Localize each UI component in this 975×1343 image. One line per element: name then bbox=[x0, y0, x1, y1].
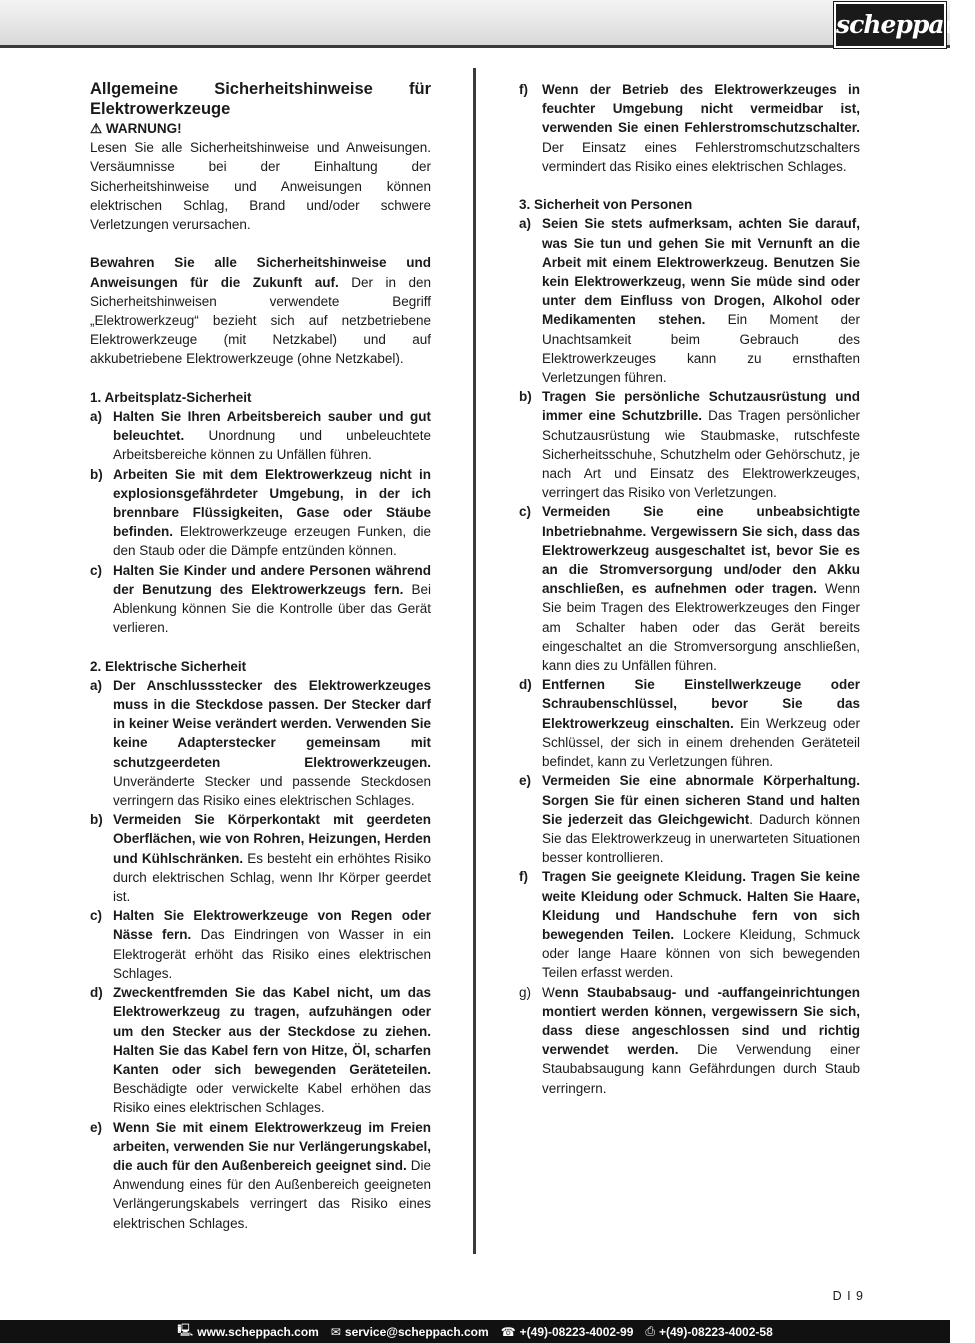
item-text: Das Tragen persönlicher Schutzausrüstung wie Staubmaske, rutschfeste Sicherheitsschuhe, Schutzhelm oder Gehörschutz, je nach Art und Einsatz des Elektrowerkzeuges, verringert das Risiko von Verletzungen. bbox=[542, 408, 860, 501]
item-marker: e) bbox=[519, 773, 532, 789]
item-marker: a) bbox=[90, 409, 103, 425]
section-heading: 1. Arbeitsplatz-Sicherheit bbox=[90, 389, 252, 405]
item-text: Die Anwendung eines für den Außenbereich geeigneten Verlängerungskabels verringert das Risiko eines elektrischen Schlages. bbox=[113, 1157, 432, 1231]
item-lead-letter: W bbox=[542, 984, 555, 1000]
item-text: Unveränderte Stecker und passende Steckdosen verringern das Risiko eines elektrischen Schlages. bbox=[113, 773, 431, 809]
list-item bbox=[90, 983, 431, 1117]
item-marker: c) bbox=[519, 504, 532, 520]
item-marker: b) bbox=[90, 466, 103, 482]
list-item bbox=[519, 387, 860, 502]
list-item bbox=[90, 465, 431, 561]
item-marker: b) bbox=[90, 812, 103, 828]
list-item bbox=[90, 906, 431, 983]
scheppach-logo: scheppach bbox=[834, 2, 946, 48]
keep-instructions bbox=[90, 253, 431, 368]
list-item bbox=[519, 867, 860, 982]
column-divider bbox=[473, 68, 476, 1254]
item-marker: c) bbox=[90, 908, 103, 924]
list-item bbox=[90, 1118, 431, 1233]
computer-icon: 🖳 bbox=[177, 1323, 194, 1337]
intro-paragraph: Lesen Sie alle Sicherheitshinweise und Anweisungen. Versäumnisse bei der Einhaltung der Sicherheitshinweise und Anweisungen können elektrischen Schlag, Brand und/oder schwere Verletzungen verursachen. bbox=[90, 140, 431, 233]
item-marker: b) bbox=[519, 389, 532, 405]
section-heading: 3. Sicherheit von Personen bbox=[519, 197, 693, 213]
list-item bbox=[519, 771, 860, 867]
item-bold-text: Zweckentfremden Sie das Kabel nicht, um das Elektrowerkzeug zu tragen, aufzuhängen oder um den Stecker aus der Steckdose zu ziehen. Halten Sie das Kabel fern von Hitze, Öl, scharfen Kanten oder sich bewegenden Geräteteilen. bbox=[113, 985, 431, 1077]
list-item bbox=[519, 983, 860, 1098]
item-marker: a) bbox=[90, 677, 103, 693]
left-column bbox=[90, 80, 431, 1233]
item-text: Das Eindringen von Wasser in ein Elektrogerät erhöht das Risiko eines elektrischen Schlages. bbox=[113, 927, 431, 981]
fax-text: +(49)-08223-4002-58 bbox=[659, 1324, 773, 1339]
item-text: . Dadurch können Sie das Elektrowerkzeug in unerwarteten Situationen besser kontrollieren. bbox=[542, 811, 860, 866]
page-title: Allgemeine Sicherheitshinweise für Elektrowerkzeuge bbox=[90, 80, 431, 118]
item-text: Wenn Sie beim Tragen des Elektrowerkzeuges den Finger am Schalter haben oder das Gerät bereits eingeschaltet an die Stromversorgung anschließen, kann dies zu Unfällen führen. bbox=[542, 581, 860, 674]
phone-text: +(49)-08223-4002-99 bbox=[519, 1324, 634, 1339]
item-bold-text: Vermeiden Sie eine unbeabsichtigte Inbetriebnahme. Vergewissern Sie sich, dass das Elektrowerkzeug ausgeschaltet ist, bevor Sie es an die Stromversorgung und/oder den Akku anschließen, es aufnehmen oder tragen. bbox=[542, 504, 860, 597]
item-marker: d) bbox=[90, 985, 103, 1001]
list-item bbox=[90, 810, 431, 906]
warning-label: ⚠ WARNUNG! bbox=[90, 121, 182, 136]
item-text: Es besteht ein erhöhtes Risiko durch elektrischen Schlag, wenn Ihr Körper geerdet ist. bbox=[113, 850, 431, 905]
phone-icon: ☎ bbox=[500, 1324, 516, 1339]
item-bold-text: Arbeiten Sie mit dem Elektrowerkzeug nicht in explosionsgefährdeter Umgebung, in der ich brennbare Flüssigkeiten, Gase oder Stäube befinden. bbox=[113, 466, 431, 540]
list-item bbox=[519, 502, 860, 675]
item-bold-text: Der Anschlussstecker des Elektrowerkzeuges muss in die Steckdose passen. Der Stecker darf in keiner Weise verändert werden. Verwenden Sie keine Adapterstecker gemeinsam mit schutzgeerdeten Elektrowerkzeugen. bbox=[113, 677, 431, 770]
email-text: service@scheppach.com bbox=[344, 1324, 489, 1339]
footer-fax[interactable] bbox=[645, 1324, 772, 1339]
item-marker: e) bbox=[90, 1119, 103, 1135]
keep-instructions-bold: Bewahren Sie alle Sicherheitshinweise und Anweisungen für die Zukunft auf. bbox=[90, 255, 431, 290]
list-item bbox=[519, 80, 860, 176]
item-marker: g) bbox=[519, 984, 532, 1000]
keep-instructions-text: Der in den Sicherheitshinweisen verwendete Begriff „Elektrowerkzeug“ bezieht sich auf netzbetriebene Elektrowerkzeuge (mit Netzkabel) und auf akkubetriebene Elektrowerkzeuge (ohne Netzkabel). bbox=[90, 274, 431, 367]
item-bold-text: Tragen Sie geeignete Kleidung. Tragen Sie keine weite Kleidung oder Schmuck. Halten Sie Haare, Kleidung und Handschuhe fern von sich bewegenden Teilen. bbox=[542, 869, 860, 942]
item-bold-text: Vermeiden Sie eine abnormale Körperhaltung. Sorgen Sie für einen sicheren Stand und halten Sie jederzeit das Gleichgewicht bbox=[542, 773, 860, 827]
footer-bar bbox=[0, 1320, 950, 1343]
item-bold-text: Halten Sie Kinder und andere Personen während der Benutzung des Elektrowerkzeugs fern. bbox=[113, 562, 431, 597]
fax-icon: ⎙ bbox=[645, 1324, 655, 1338]
list-item bbox=[90, 561, 431, 638]
list-item bbox=[90, 676, 431, 810]
footer-website[interactable] bbox=[177, 1321, 319, 1342]
page-number: D I 9 bbox=[832, 1289, 864, 1303]
item-marker: d) bbox=[519, 677, 532, 693]
list-item bbox=[519, 675, 860, 771]
list-item bbox=[519, 214, 860, 387]
item-marker: a) bbox=[519, 216, 532, 232]
item-bold-text: enn Staubabsaug- und -auffangeinrichtungen montiert werden können, vergewissern Sie sich, dass diese angeschlossen sind und richtig verwendet werden. bbox=[542, 984, 860, 1058]
item-bold-text: Halten Sie Elektrowerkzeuge von Regen oder Nässe fern. bbox=[113, 908, 431, 943]
right-column bbox=[519, 80, 860, 1098]
item-text: Bei Ablenkung können Sie die Kontrolle über das Gerät verlieren. bbox=[113, 581, 432, 636]
item-text: Lockere Kleidung, Schmuck oder lange Haare können von sich bewegenden Teilen erfasst werden. bbox=[542, 926, 860, 981]
item-text: Unordnung und unbeleuchtete Arbeitsbereiche können zu Unfällen führen. bbox=[113, 428, 431, 463]
footer-email[interactable] bbox=[331, 1325, 489, 1339]
website-text: www.scheppach.com bbox=[197, 1324, 319, 1339]
item-bold-text: Wenn der Betrieb des Elektrowerkzeuges in feuchter Umgebung nicht vermeidbar ist, verwenden Sie einen Fehlerstromschutzschalter. bbox=[542, 82, 860, 136]
header-bar bbox=[0, 0, 975, 48]
footer-phone[interactable] bbox=[501, 1325, 634, 1339]
mail-icon: ✉ bbox=[330, 1324, 341, 1339]
item-text: Die Verwendung einer Staubabsaugung kann Gefährdungen durch Staub verringern. bbox=[542, 1042, 860, 1096]
item-text: Ein Moment der Unachtsamkeit beim Gebrauch des Elektrowerkzeuges kann zu ernsthaften Verletzungen führen. bbox=[542, 312, 860, 386]
item-text: Der Einsatz eines Fehlerstromschutzschalters vermindert das Risiko eines elektrischen Schlages. bbox=[542, 139, 860, 174]
item-text: Beschädigte oder verwickelte Kabel erhöhen das Risiko eines elektrischen Schlages. bbox=[113, 1081, 431, 1116]
item-marker: f) bbox=[519, 869, 528, 885]
item-text: Ein Werkzeug oder Schlüssel, der sich in einem drehenden Geräteteil befindet, kann zu Verletzungen führen. bbox=[542, 715, 860, 770]
item-bold-text: Vermeiden Sie Körperkontakt mit geerdeten Oberflächen, wie von Rohren, Heizungen, Herden und Kühlschränken. bbox=[113, 812, 431, 866]
item-marker: c) bbox=[90, 562, 103, 578]
item-text: Elektrowerkzeuge erzeugen Funken, die den Staub oder die Dämpfe entzünden können. bbox=[113, 524, 431, 559]
item-bold-text: Halten Sie Ihren Arbeitsbereich sauber und gut beleuchtet. bbox=[113, 409, 431, 444]
item-bold-text: Entfernen Sie Einstellwerkzeuge oder Schraubenschlüssel, bevor Sie das Elektrowerkzeug einschalten. bbox=[542, 677, 860, 731]
section-heading: 2. Elektrische Sicherheit bbox=[90, 658, 247, 674]
item-bold-text: Seien Sie stets aufmerksam, achten Sie darauf, was Sie tun und gehen Sie mit Vernunft an die Arbeit mit einem Elektrowerkzeug. Benutzen Sie kein Elektrowerkzeug, wenn Sie müde sind oder unter dem Einfluss von Drogen, Alkohol oder Medikamenten stehen. bbox=[542, 216, 860, 328]
item-marker: f) bbox=[519, 82, 528, 97]
item-bold-text: Tragen Sie persönliche Schutzausrüstung und immer eine Schutzbrille. bbox=[542, 389, 860, 424]
list-item bbox=[90, 407, 431, 465]
item-bold-text: Wenn Sie mit einem Elektrowerkzeug im Freien arbeiten, verwenden Sie nur Verlängerungskabel, die auch für den Außenbereich geeignet sind. bbox=[113, 1119, 431, 1173]
